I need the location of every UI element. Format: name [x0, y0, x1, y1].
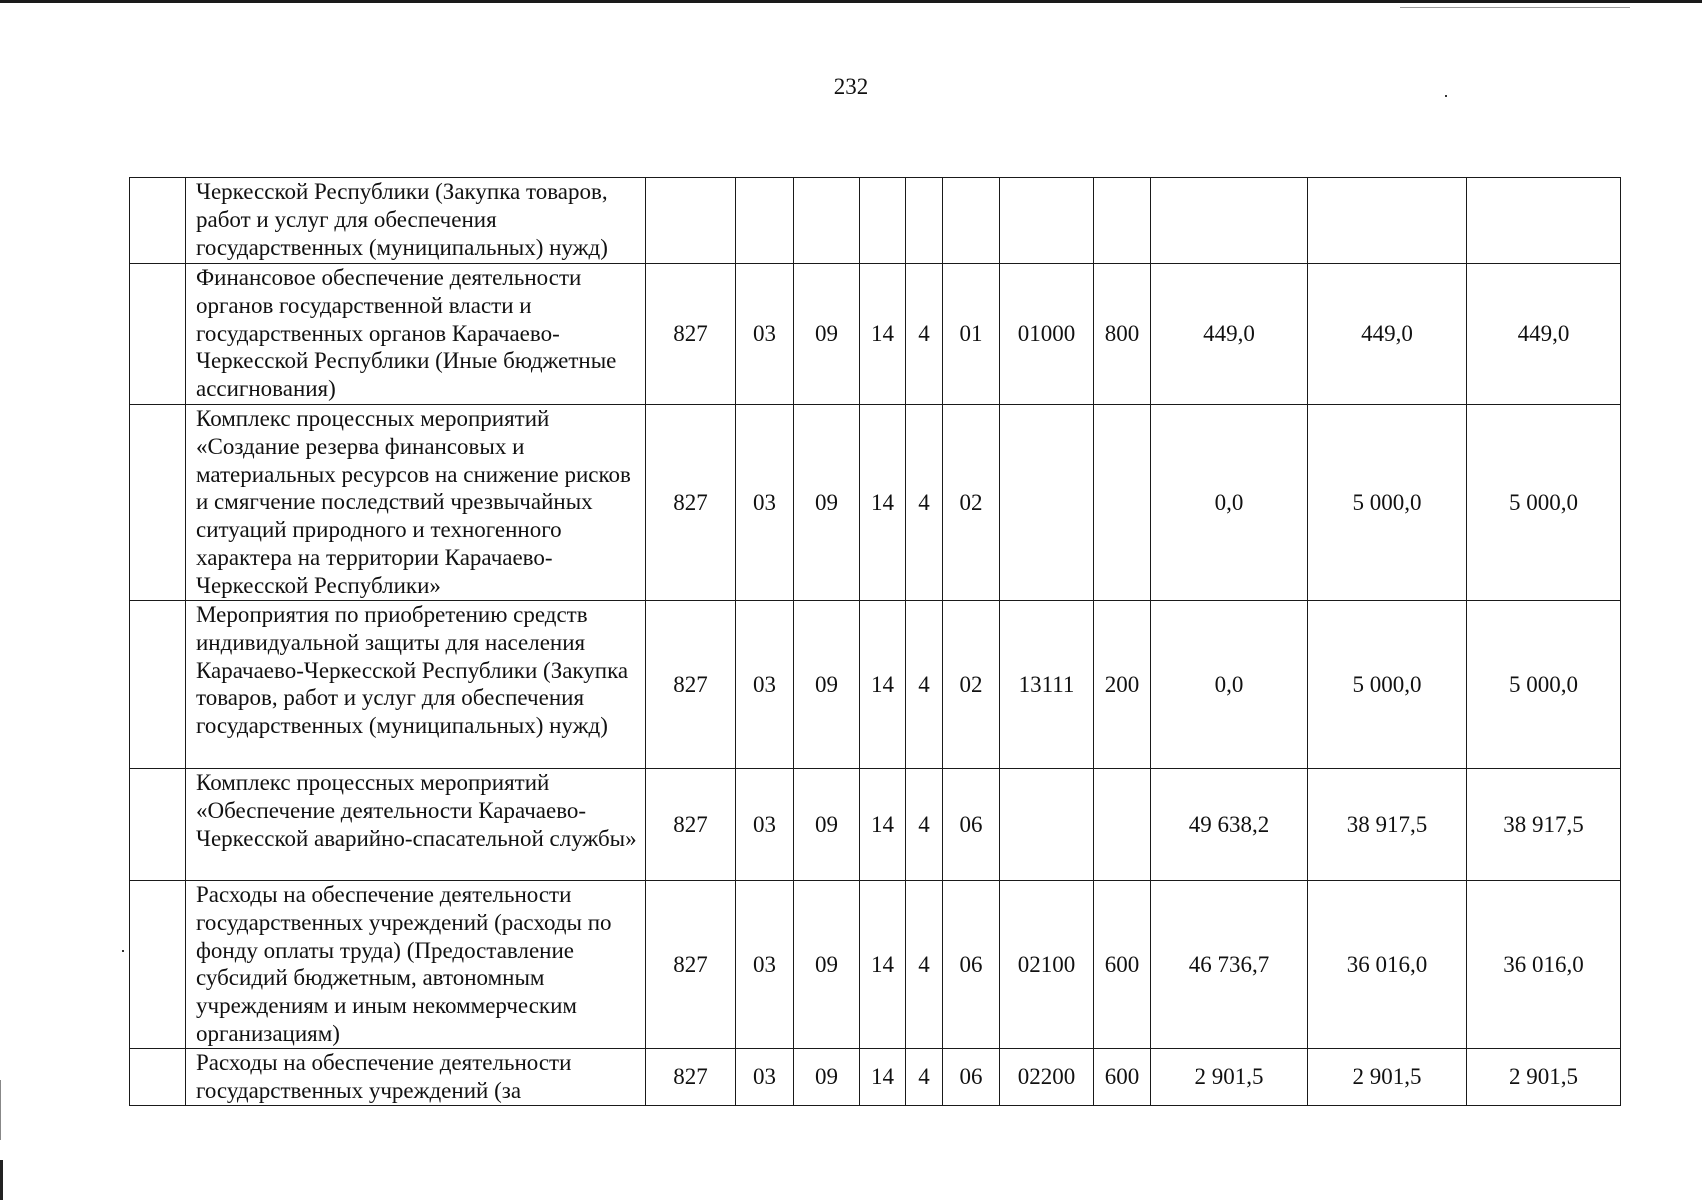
subprogram-code: 4 [906, 264, 943, 405]
amount-year-3: 5 000,0 [1467, 601, 1621, 769]
ministry-code: 827 [646, 405, 736, 601]
ministry-code: 827 [646, 769, 736, 881]
subsection-code: 09 [794, 601, 860, 769]
expense-type-code [1094, 405, 1151, 601]
amount-year-2: 36 016,0 [1308, 881, 1467, 1049]
amount-year-2 [1308, 178, 1467, 264]
program-code: 14 [860, 264, 906, 405]
table-row [130, 178, 1621, 264]
ministry-code: 827 [646, 1049, 736, 1106]
amount-year-1: 449,0 [1151, 264, 1308, 405]
amount-year-3: 2 901,5 [1467, 1049, 1621, 1106]
measure-code: 02 [943, 601, 1000, 769]
ministry-code: 827 [646, 881, 736, 1049]
measure-code: 01 [943, 264, 1000, 405]
row-number-cell [130, 178, 186, 264]
direction-code: 02200 [1000, 1049, 1094, 1106]
program-code: 14 [860, 405, 906, 601]
scan-edge-mark [0, 1080, 1, 1140]
amount-year-3: 5 000,0 [1467, 405, 1621, 601]
measure-code: 06 [943, 1049, 1000, 1106]
amount-year-3: 449,0 [1467, 264, 1621, 405]
subsection-code: 09 [794, 264, 860, 405]
amount-year-3 [1467, 178, 1621, 264]
direction-code: 02100 [1000, 881, 1094, 1049]
expense-type-code [1094, 178, 1151, 264]
table-row [130, 769, 1621, 881]
section-code: 03 [736, 881, 794, 1049]
section-code: 03 [736, 264, 794, 405]
measure-code: 02 [943, 405, 1000, 601]
amount-year-1: 0,0 [1151, 405, 1308, 601]
budget-table [129, 177, 1621, 1106]
amount-year-2: 38 917,5 [1308, 769, 1467, 881]
row-number-cell [130, 405, 186, 601]
row-number-cell [130, 769, 186, 881]
subprogram-code: 4 [906, 601, 943, 769]
direction-code [1000, 769, 1094, 881]
ministry-code: 827 [646, 264, 736, 405]
top-border-line [0, 0, 1702, 3]
scan-speck [1445, 95, 1447, 97]
measure-code: 06 [943, 881, 1000, 1049]
program-code: 14 [860, 881, 906, 1049]
expense-type-code: 600 [1094, 1049, 1151, 1106]
section-code [736, 178, 794, 264]
amount-year-1 [1151, 178, 1308, 264]
scan-speck [122, 950, 124, 952]
table-row [130, 405, 1621, 601]
direction-code: 01000 [1000, 264, 1094, 405]
measure-code: 06 [943, 769, 1000, 881]
item-name: Финансовое обеспечение деятельности органов государственной власти и государственных органов Карачаево-Черкесской Республики (Иные бюджетные ассигнования) [186, 264, 646, 405]
direction-code [1000, 178, 1094, 264]
amount-year-1: 2 901,5 [1151, 1049, 1308, 1106]
program-code: 14 [860, 601, 906, 769]
subprogram-code [906, 178, 943, 264]
item-name: Комплекс процессных мероприятий «Обеспечение деятельности Карачаево-Черкесской аварийно-спасательной службы» [186, 769, 646, 881]
expense-type-code: 200 [1094, 601, 1151, 769]
direction-code [1000, 405, 1094, 601]
amount-year-3: 38 917,5 [1467, 769, 1621, 881]
row-number-cell [130, 1049, 186, 1106]
subsection-code: 09 [794, 881, 860, 1049]
table-row [130, 1049, 1621, 1106]
section-code: 03 [736, 1049, 794, 1106]
subprogram-code: 4 [906, 769, 943, 881]
row-number-cell [130, 881, 186, 1049]
subsection-code: 09 [794, 405, 860, 601]
subprogram-code: 4 [906, 405, 943, 601]
direction-code: 13111 [1000, 601, 1094, 769]
program-code [860, 178, 906, 264]
table-row [130, 601, 1621, 769]
item-name: Расходы на обеспечение деятельности государственных учреждений (за [186, 1049, 646, 1106]
section-code: 03 [736, 601, 794, 769]
subsection-code: 09 [794, 769, 860, 881]
ministry-code [646, 178, 736, 264]
item-name: Расходы на обеспечение деятельности государственных учреждений (расходы по фонду оплаты труда) (Предоставление субсидий бюджетным, автономным учреждениям и иным некоммерческим организациям) [186, 881, 646, 1049]
subsection-code: 09 [794, 1049, 860, 1106]
expense-type-code: 800 [1094, 264, 1151, 405]
top-thin-line [1400, 7, 1630, 8]
amount-year-2: 5 000,0 [1308, 405, 1467, 601]
table-row [130, 264, 1621, 405]
page-number: 232 [833, 74, 869, 99]
measure-code [943, 178, 1000, 264]
row-number-cell [130, 601, 186, 769]
table-row [130, 881, 1621, 1049]
ministry-code: 827 [646, 601, 736, 769]
item-name: Комплекс процессных мероприятий «Создание резерва финансовых и материальных ресурсов на снижение рисков и смягчение последствий чрезвычайных ситуаций природного и техногенного характера на территории Карачаево-Черкесской Республики» [186, 405, 646, 601]
program-code: 14 [860, 1049, 906, 1106]
amount-year-3: 36 016,0 [1467, 881, 1621, 1049]
section-code: 03 [736, 405, 794, 601]
item-name: Мероприятия по приобретению средств индивидуальной защиты для населения Карачаево-Черкесской Республики (Закупка товаров, работ и услуг для обеспечения государственных (муниципальных) нужд) [186, 601, 646, 769]
amount-year-1: 49 638,2 [1151, 769, 1308, 881]
subprogram-code: 4 [906, 881, 943, 1049]
subprogram-code: 4 [906, 1049, 943, 1106]
subsection-code [794, 178, 860, 264]
row-number-cell [130, 264, 186, 405]
item-name: Черкесской Республики (Закупка товаров, работ и услуг для обеспечения государственных (муниципальных) нужд) [186, 178, 646, 264]
scan-edge-mark [0, 1160, 3, 1200]
section-code: 03 [736, 769, 794, 881]
amount-year-1: 46 736,7 [1151, 881, 1308, 1049]
expense-type-code: 600 [1094, 881, 1151, 1049]
expense-type-code [1094, 769, 1151, 881]
amount-year-2: 5 000,0 [1308, 601, 1467, 769]
amount-year-2: 449,0 [1308, 264, 1467, 405]
amount-year-1: 0,0 [1151, 601, 1308, 769]
amount-year-2: 2 901,5 [1308, 1049, 1467, 1106]
program-code: 14 [860, 769, 906, 881]
